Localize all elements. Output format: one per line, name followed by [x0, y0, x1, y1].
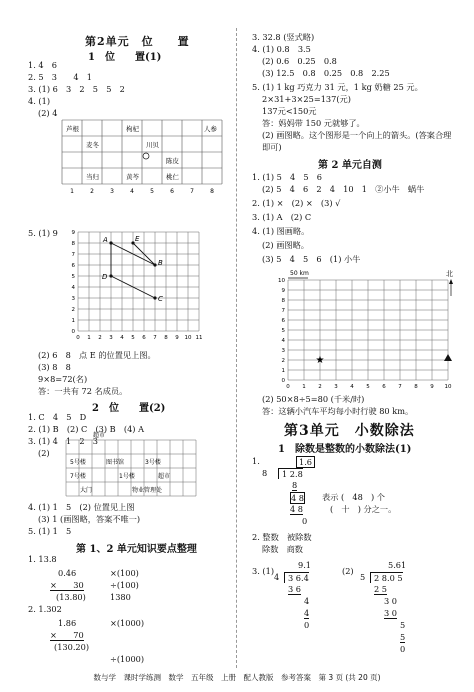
y-tick: 5 — [71, 274, 75, 280]
y-tick: 2 — [71, 307, 75, 313]
l2-answer-3b: (2) — [38, 448, 50, 458]
r-line: 2×31+3×25=137(元) — [262, 94, 351, 104]
herb-label: 川贝 — [146, 141, 159, 149]
div2-quotient: 9.1 — [298, 560, 312, 570]
calc1-line: (13.80) — [56, 592, 86, 602]
review-title: 第 1、2 单元知识要点整理 — [76, 544, 197, 555]
div2b-step: 0 — [400, 644, 406, 654]
x-tick: 1 — [70, 188, 74, 195]
x-tick: 7 — [190, 188, 194, 195]
x-tick: 9 — [175, 335, 179, 341]
l3-answer-3: 3. (1) — [252, 566, 275, 576]
div2-divisor: 4 — [274, 572, 280, 582]
div2-step: 4 — [304, 608, 310, 618]
calc1-line: ×(100) — [110, 568, 139, 578]
y-tick: 8 — [71, 241, 75, 247]
div2-step: 4 — [304, 596, 310, 606]
div2b-step: 3 0 — [384, 596, 398, 606]
herb-label: 黄芩 — [126, 173, 139, 181]
herb-label: 人参 — [204, 125, 217, 133]
campus-label: 5号楼 — [70, 459, 86, 466]
div2b-step: 5 — [400, 632, 406, 642]
point-label: B — [158, 259, 163, 267]
l3-answer-3b: (2) — [342, 566, 354, 576]
div1-note: ( 十 ) 分之一。 — [330, 504, 397, 514]
answer-5: 5. (1) 9 — [28, 228, 58, 238]
calc2-line: ×(1000) — [110, 618, 145, 628]
x-tick: 5 — [366, 384, 370, 390]
herb-label: 麦冬 — [86, 141, 99, 149]
herb-label: 枸杞 — [126, 125, 139, 133]
point-label: C — [158, 295, 163, 303]
y-tick: 5 — [281, 328, 285, 334]
y-tick: 2 — [281, 358, 285, 364]
x-tick: 1 — [87, 335, 91, 341]
y-tick: 7 — [281, 308, 285, 314]
div2-dividend: 3 6.4 — [284, 572, 309, 583]
lesson2-title: 2 位 置(2) — [92, 403, 166, 414]
x-tick: 6 — [382, 384, 386, 390]
y-tick: 3 — [281, 348, 285, 354]
herb-label: 陈皮 — [166, 157, 179, 165]
x-tick: 1 — [302, 384, 306, 390]
x-tick: 10 — [184, 335, 192, 341]
calc1-line: × 30 — [50, 580, 84, 590]
st-line: 3. (1) A (2) C — [252, 212, 312, 222]
answer-1: 1. 4 6 — [28, 60, 58, 70]
review-answer-1: 1. 13.8 — [28, 554, 57, 564]
y-tick: 9 — [281, 288, 285, 294]
map-grid — [274, 270, 464, 390]
x-tick: 0 — [76, 335, 80, 341]
st-line: 1. (1) 5 4 5 6 — [252, 172, 323, 182]
div1-note: 表示 ( 48 ) 个 — [322, 492, 385, 502]
answer-5-calc: 9×8=72(名) — [38, 374, 88, 384]
x-tick: 4 — [350, 384, 354, 390]
y-tick: 4 — [281, 338, 285, 344]
x-tick: 5 — [150, 188, 154, 195]
y-tick: 8 — [281, 298, 285, 304]
calc1-line: 1380 — [110, 592, 131, 602]
answer-4b: (2) 4 — [38, 108, 58, 118]
point-label: D — [102, 273, 108, 281]
calc2-line: (130.20) — [54, 642, 90, 652]
y-tick: 6 — [71, 263, 75, 269]
map-after: 答：这辆小汽车平均每小时行驶 80 km。 — [262, 406, 414, 416]
x-tick: 8 — [210, 188, 214, 195]
column-divider — [236, 28, 237, 668]
l2-answer-1: 1. C 4 5 D — [28, 412, 87, 422]
review-answer-2: 2. 1.302 — [28, 604, 62, 614]
campus-grid — [66, 432, 196, 496]
answer-4: 4. (1) — [28, 96, 51, 106]
r-line: 即可) — [262, 142, 282, 152]
y-tick: 1 — [281, 368, 285, 374]
herb-label: 当归 — [86, 173, 99, 181]
r-line: 137元<150元 — [262, 106, 317, 116]
st-line: (3) 5 4 5 6 (1) 小牛 — [262, 254, 361, 264]
div2-step: 3 6 — [288, 584, 302, 594]
map-scale: 50 km — [290, 270, 309, 277]
r-line: 5. (1) 1 kg 巧克力 31 元，1 kg 奶糖 25 元。 — [252, 82, 423, 92]
herb-label: 芦根 — [66, 125, 79, 133]
y-tick: 0 — [281, 378, 285, 384]
y-tick: 10 — [278, 278, 285, 284]
l2-answer-4b: (3) 1 (画图略，答案不唯一) — [38, 514, 141, 524]
r-line: 4. (1) 0.8 3.5 — [252, 44, 311, 54]
l3-answer-2b: 除数 商数 — [262, 544, 303, 554]
div2b-quotient: 5.61 — [388, 560, 407, 570]
x-tick: 4 — [120, 335, 124, 341]
unit3-title: 第3单元 小数除法 — [284, 423, 415, 439]
div1-dividend: 1 2.8 — [278, 468, 303, 479]
lesson3-title: 1 除数是整数的小数除法(1) — [278, 444, 412, 455]
map-after: (2) 50×8÷5=80 (千米/时) — [262, 394, 365, 404]
point-label: A — [103, 236, 108, 244]
campus-label: 物业管理处 — [132, 487, 163, 494]
x-tick: 11 — [195, 335, 203, 341]
r-line: (3) 12.5 0.8 0.25 0.8 2.25 — [262, 68, 390, 78]
campus-label: 图书馆 — [106, 459, 125, 466]
x-tick: 3 — [109, 335, 113, 341]
unit2-title: 第2单元 位 置 — [85, 35, 190, 48]
st-line: (2) 画图略。 — [262, 240, 309, 250]
l3-answer-1: 1. — [252, 456, 260, 466]
herb-grid — [62, 120, 222, 196]
lesson1-title: 1 位 置(1) — [88, 52, 162, 63]
campus-label: 1号楼 — [119, 473, 135, 480]
page-footer: 数与学 课时学练测 数学 五年级 上册 配人教版 参考答案 第 3 页 (共 20 页) — [93, 673, 381, 682]
l2-answer-4: 4. (1) 1 5 (2) 位置见上图 — [28, 502, 135, 512]
point-label: E — [135, 235, 140, 243]
coordinate-grid — [71, 230, 218, 344]
l2-answer-5: 5. (1) 1 5 — [28, 526, 72, 536]
y-tick: 0 — [71, 329, 75, 335]
calc2-line: 1.86 — [58, 618, 77, 628]
x-tick: 10 — [444, 384, 452, 390]
x-tick: 8 — [414, 384, 418, 390]
x-tick: 8 — [164, 335, 168, 341]
x-tick: 0 — [286, 384, 290, 390]
herb-label: 桃仁 — [166, 173, 179, 181]
div2b-step: 3 0 — [384, 608, 398, 618]
x-tick: 3 — [334, 384, 338, 390]
div2b-step: 5 — [400, 620, 406, 630]
x-tick: 7 — [153, 335, 157, 341]
x-tick: 6 — [142, 335, 146, 341]
div2-step: 0 — [304, 620, 310, 630]
div1-step: 4 8 — [290, 504, 304, 514]
answer-3: 3. (1) 6 3 2 5 5 2 — [28, 84, 125, 94]
campus-label: 3号楼 — [145, 459, 161, 466]
y-tick: 1 — [71, 318, 75, 324]
div1-divisor: 8 — [262, 468, 268, 478]
triangle-marker — [444, 354, 452, 361]
self-test-title: 第 2 单元自测 — [318, 160, 382, 171]
r-line: (2) 画图略。这个图形是一个向上的箭头。(答案合理 — [262, 130, 452, 140]
x-tick: 5 — [131, 335, 135, 341]
answer-2: 2. 5 3 4 1 — [28, 72, 93, 82]
y-tick: 7 — [71, 252, 75, 258]
x-tick: 2 — [90, 188, 94, 195]
l3-answer-2: 2. 整数 被除数 — [252, 532, 312, 542]
div1-step: 0 — [302, 516, 308, 526]
y-tick: 3 — [71, 296, 75, 302]
answer-5-2: (2) 6 8 点 E 的位置见上图。 — [38, 350, 156, 360]
div1-step: 4 8 — [291, 493, 305, 503]
div1-step: 8 — [292, 480, 298, 490]
calc2-line: ÷(1000) — [110, 654, 145, 664]
div2b-dividend: 2 8.0 5 — [370, 572, 403, 583]
st-line: 4. (1) 图画略。 — [252, 226, 310, 236]
st-line: (2) 5 4 6 2 4 10 1 ②小牛 蜗牛 — [262, 184, 425, 194]
div2b-divisor: 5 — [360, 572, 366, 582]
y-tick: 9 — [71, 230, 75, 236]
calc1-line: ÷(100) — [110, 580, 139, 590]
x-tick: 4 — [130, 188, 134, 195]
campus-label: 大门 — [80, 487, 93, 494]
answer-5-answer: 答：一共有 72 名成员。 — [38, 386, 128, 396]
st-line: 2. (1) × (2) × (3) √ — [252, 198, 341, 208]
l2-answer-2: 2. (1) B (2) C (3) B (4) A — [28, 424, 144, 434]
campus-label: 7号楼 — [70, 473, 86, 480]
star-marker: ★ — [315, 355, 325, 366]
calc2-line: × 70 — [50, 630, 84, 640]
x-tick: 6 — [170, 188, 174, 195]
x-tick: 2 — [318, 384, 322, 390]
y-tick: 6 — [281, 318, 285, 324]
north-label: 北 — [446, 270, 453, 278]
l2-answer-3: 3. (1) 4 1 2 3 — [28, 436, 99, 446]
r-line: (2) 0.6 0.25 0.8 — [262, 56, 337, 66]
div2b-step: 2 5 — [374, 584, 388, 594]
y-tick: 4 — [71, 285, 75, 291]
r-line: 3. 32.8 (竖式略) — [252, 32, 315, 42]
x-tick: 3 — [110, 188, 114, 195]
calc1-line: 0.46 — [58, 568, 77, 578]
x-tick: 7 — [398, 384, 402, 390]
campus-label: 超市 — [93, 432, 106, 439]
campus-label: 超市 — [158, 473, 171, 480]
answer-5-3: (3) 8 8 — [38, 362, 71, 372]
div1-quotient: 1.6 — [296, 456, 315, 468]
r-line: 答：妈妈带 150 元就够了。 — [262, 118, 365, 128]
x-tick: 9 — [430, 384, 434, 390]
x-tick: 2 — [98, 335, 102, 341]
